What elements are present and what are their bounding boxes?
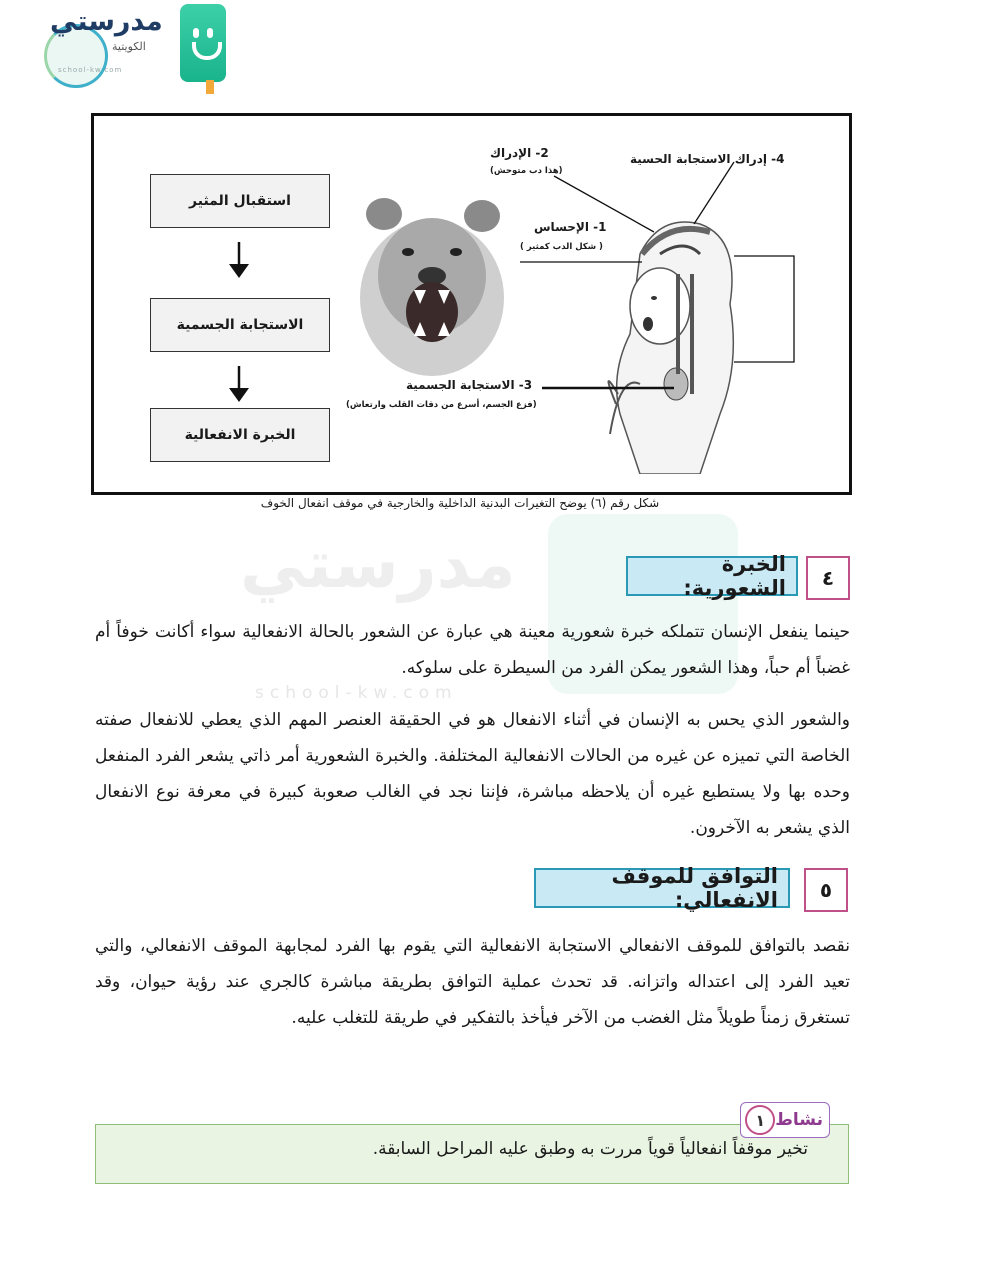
paragraph: نقصد بالتوافق للموقف الانفعالي الاستجابة الانفعالية التي يقوم بها الفرد لمجابهة الموقف الانفعالي، والتي تعيد الفرد إلى اعتداله واتزانه. قد تحدث عملية التوافق بطريقة مباشرة كالجري عند رؤية حيوان، وقد تستغرق زمناً طويلاً مثل الغضب من الآخر فيأخذ بالتفكير في طريقة للتغلب عليه. bbox=[95, 936, 850, 1028]
watermark-text: مدرستي bbox=[240, 526, 516, 603]
activity-box bbox=[95, 1124, 849, 1184]
label-perception-note: (هذا دب متوحش) bbox=[490, 166, 563, 176]
label-perception: 2- الإدراك bbox=[490, 146, 549, 160]
fear-emotion-figure bbox=[91, 113, 852, 495]
connector-lines bbox=[94, 116, 849, 492]
logo-name: مدرستي bbox=[50, 6, 163, 37]
activity-tag bbox=[740, 1102, 830, 1138]
paragraph: حينما ينفعل الإنسان تتملكه خبرة شعورية معينة هي عبارة عن الشعور بالحالة الانفعالية سواء أكانت خوفاً أم غضباً أم حباً، وهذا الشعور يمكن الفرد من السيطرة على سلوكه. bbox=[95, 622, 850, 678]
label-sensation: 1- الإحساس bbox=[534, 220, 607, 234]
section-title: الخبرة الشعورية: bbox=[626, 556, 798, 596]
flow-step-emotional-experience: الخبرة الانفعالية bbox=[150, 408, 330, 462]
logo-smile-icon bbox=[180, 4, 226, 82]
section-title: التوافق للموقف الانفعالي: bbox=[534, 868, 790, 908]
logo-subtitle: الكويتية bbox=[112, 40, 146, 53]
activity-text: تخير موقفاً انفعالياً قوياً مررت به وطبق عليه المراحل السابقة. bbox=[372, 1139, 808, 1159]
flow-step-stimulus: استقبال المثير bbox=[150, 174, 330, 228]
section-number: ٥ bbox=[804, 868, 848, 912]
label-awareness: 4- إدراك الاستجابة الحسية bbox=[630, 152, 785, 166]
activity-number: ١ bbox=[745, 1105, 775, 1135]
watermark-url: school-kw.com bbox=[255, 683, 458, 703]
site-logo bbox=[40, 4, 230, 94]
label-bodily-response: 3- الاستجابة الجسمية bbox=[406, 378, 533, 392]
figure-caption: شكل رقم (٦) يوضح التغيرات البدنية الداخلية والخارجية في موقف انفعال الخوف bbox=[260, 496, 660, 510]
section-number: ٤ bbox=[806, 556, 850, 600]
paragraph: والشعور الذي يحس به الإنسان في أثناء الانفعال هو في الحقيقة العنصر المهم الذي يعطي للانفعال صفته الخاصة التي تميزه عن غيره من الحالات الانفعالية المختلفة. والخبرة الشعورية أمر ذاتي يشعر الفرد المنفعل وحده بها ولا يستطيع غيره أن يلاحظه مباشرة، فإننا نجد في الغالب صعوبة كبيرة في معرفة نوع الانفعال الذي يشعر به الآخرون. bbox=[95, 710, 850, 838]
flow-step-bodily-response: الاستجابة الجسمية bbox=[150, 298, 330, 352]
logo-url: school-kw.com bbox=[58, 66, 123, 74]
activity-label: نشاط bbox=[775, 1110, 823, 1130]
label-bodily-note: (فزع الجسم، أسرع من دقات القلب وارتعاش) bbox=[346, 400, 537, 410]
label-sensation-note: ( شكل الدب كمثير ) bbox=[520, 242, 603, 252]
